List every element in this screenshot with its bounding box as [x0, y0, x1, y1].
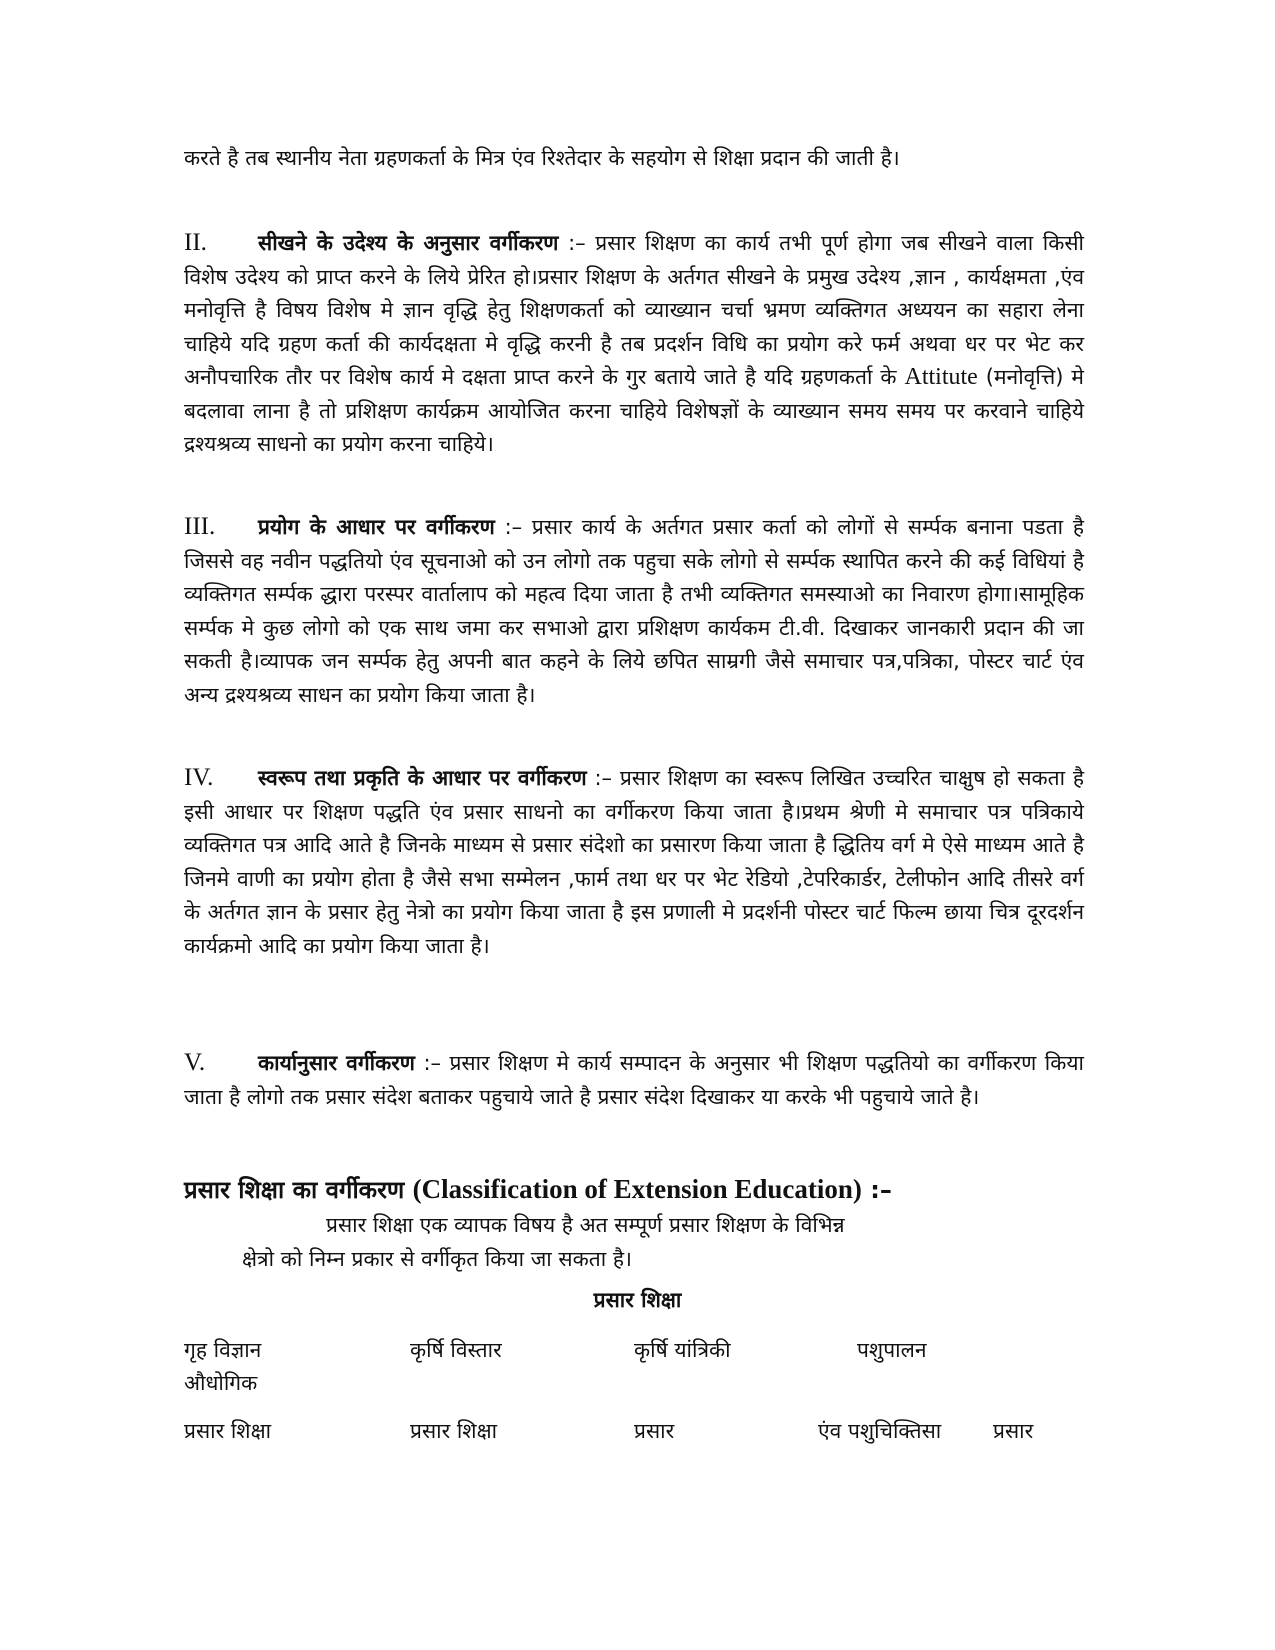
continuation-paragraph: करते है तब स्थानीय नेता ग्रहणकर्ता के मित्र एंव रिश्तेदार के सहयोग से शिक्षा प्रदान की जाती है। — [184, 146, 900, 170]
section-iii-numeral: III. — [184, 513, 216, 540]
classification-intro-line-2: क्षेत्रो को निम्न प्रकार से वर्गीकृत किया जा सकता है। — [242, 1247, 632, 1271]
category-animal-husbandry-subtitle: एंव पशुचिक्तिसा — [818, 1419, 942, 1443]
category-agriculture-engineering: कृर्षि यांत्रिकी — [634, 1338, 731, 1362]
section-iii-heading: प्रयोग के आधार पर वर्गीकरण — [258, 515, 495, 539]
section-iv-paragraph — [184, 761, 1084, 963]
section-v-numeral: V. — [184, 1049, 206, 1076]
category-home-science: गृह विज्ञान — [184, 1338, 262, 1362]
category-agriculture-extension: कृर्षि विस्तार — [410, 1338, 502, 1362]
category-agriculture-engineering-subtitle: प्रसार — [634, 1419, 675, 1443]
classification-center-title: प्रसार शिक्षा — [593, 1288, 682, 1312]
section-ii-heading: सीखने के उदेश्य के अनुसार वर्गीकरण — [258, 231, 559, 255]
section-v-heading: कार्यानुसार वर्गीकरण — [258, 1051, 415, 1075]
classification-heading — [184, 1172, 1084, 1207]
section-iv-numeral: IV. — [184, 764, 214, 791]
category-animal-husbandry: पशुपालन — [857, 1338, 927, 1362]
section-v-paragraph — [184, 1046, 1084, 1114]
category-home-science-subtitle: प्रसार शिक्षा — [184, 1419, 272, 1443]
section-iii-paragraph — [184, 510, 1084, 712]
category-industrial: औधोगिक — [184, 1371, 258, 1395]
section-iv-heading: स्वरूप तथा प्रकृति के आधार पर वर्गीकरण — [258, 766, 587, 790]
section-ii-numeral: II. — [184, 229, 207, 256]
section-iii-body: :– प्रसार कार्य के अर्तगत प्रसार कर्ता को लोगों से सर्म्पक बनाना पडता है जिससे वह नवीन पद्धतियो एंव सूचनाओ को उन लोगो तक पहुचा सके लोगो से सर्म्पक स्थापित करने की कई विधियां है व्यक्तिगत सर्म्पक द्धारा परस्पर वार्तालाप को महत्व दिया जाता है तभी व्यक्तिगत समस्याओ का निवारण होगा।सामूहिक सर्म्पक मे कुछ लोगो को एक साथ जमा कर सभाओ द्वारा प्रशिक्षण कार्यकम टी.वी. दिखाकर जानकारी प्रदान की जा सकती है।व्यापक जन सर्म्पक हेतु अपनी बात कहने के लिये छपित साम्रगी जैसे समाचार पत्र,पत्रिका, पोस्टर चार्ट एंव अन्य द्रश्यश्रव्य साधन का प्रयोग किया जाता है। — [184, 515, 1084, 707]
section-v-body: :– प्रसार शिक्षण मे कार्य सम्पादन के अनुसार भी शिक्षण पद्धतियो का वर्गीकरण किया जाता है लोगो तक प्रसार संदेश बताकर पहुचाये जाते है प्रसार संदेश दिखाकर या करके भी पहुचाये जाते है। — [184, 1051, 1084, 1109]
section-ii-latin-term: Attitute — [904, 364, 978, 390]
category-agriculture-extension-subtitle: प्रसार शिक्षा — [410, 1419, 498, 1443]
category-industrial-subtitle: प्रसार — [993, 1419, 1034, 1443]
section-ii-body-1: :– प्रसार शिक्षण का कार्य तभी पूर्ण होगा जब सीखने वाला किसी विशेष उदेश्य को प्राप्त करने के लिये प्रेरित हो।प्रसार शिक्षण के अर्तगत सीखने के प्रमुख उदेश्य ,ज्ञान , कार्यक्षमता ,एंव मनोवृत्ति है विषय विशेष मे ज्ञान वृद्धि हेतु शिक्षणकर्ता को व्याख्यान चर्चा भ्रमण व्यक्तिगत अध्ययन का सहारा लेना चाहिये यदि ग्रहण कर्ता की कार्यदक्षता मे वृद्धि करनी है तब प्रदर्शन विधि का प्रयोग करे फर्म अथवा धर पर भेट कर अनौपचारिक तौर पर विशेष कार्य मे दक्षता प्राप्त करने के गुर बताये जाते है यदि ग्रहणकर्ता के — [184, 231, 1084, 389]
section-ii-body-2: (मनोवृत्ति) मे बदलावा लाना है तो प्रशिक्षण कार्यक्रम आयोजित करना चाहिये विशेषज्ञों के व्याख्यान समय समय पर करवाने चाहिये द्रश्यश्रव्य साधनो का प्रयोग करना चाहिये। — [184, 365, 1084, 456]
section-ii-paragraph — [184, 226, 1084, 462]
classification-heading-suffix: :– — [861, 1176, 892, 1204]
classification-heading-hindi: प्रसार शिक्षा का वर्गीकरण — [184, 1176, 413, 1204]
classification-intro-line-1: प्रसार शिक्षा एक व्यापक विषय है अत सम्पूर्ण प्रसार शिक्षण के विभिन्न — [326, 1213, 845, 1237]
classification-heading-english: (Classification of Extension Education) — [412, 1174, 862, 1204]
section-iv-body: :– प्रसार शिक्षण का स्वरूप लिखित उच्चरित चाक्षुष हो सकता है इसी आधार पर शिक्षण पद्धति एंव प्रसार साधनो का वर्गीकरण किया जाता है।प्रथम श्रेणी मे समाचार पत्र पत्रिकाये व्यक्तिगत पत्र आदि आते है जिनके माध्यम से प्रसार संदेशो का प्रसारण किया जाता है द्धितिय वर्ग मे ऐसे माध्यम आते है जिनमे वाणी का प्रयोग होता है जैसे सभा सम्मेलन ,फार्म तथा धर पर भेट रेडियो ,टेपरिकार्डर, टेलीफोन आदि तीसरे वर्ग के अर्तगत ज्ञान के प्रसार हेतु नेत्रो का प्रयोग किया जाता है इस प्रणाली मे प्रदर्शनी पोस्टर चार्ट फिल्म छाया चित्र दूरदर्शन कार्यक्रमो आदि का प्रयोग किया जाता है। — [184, 766, 1084, 958]
